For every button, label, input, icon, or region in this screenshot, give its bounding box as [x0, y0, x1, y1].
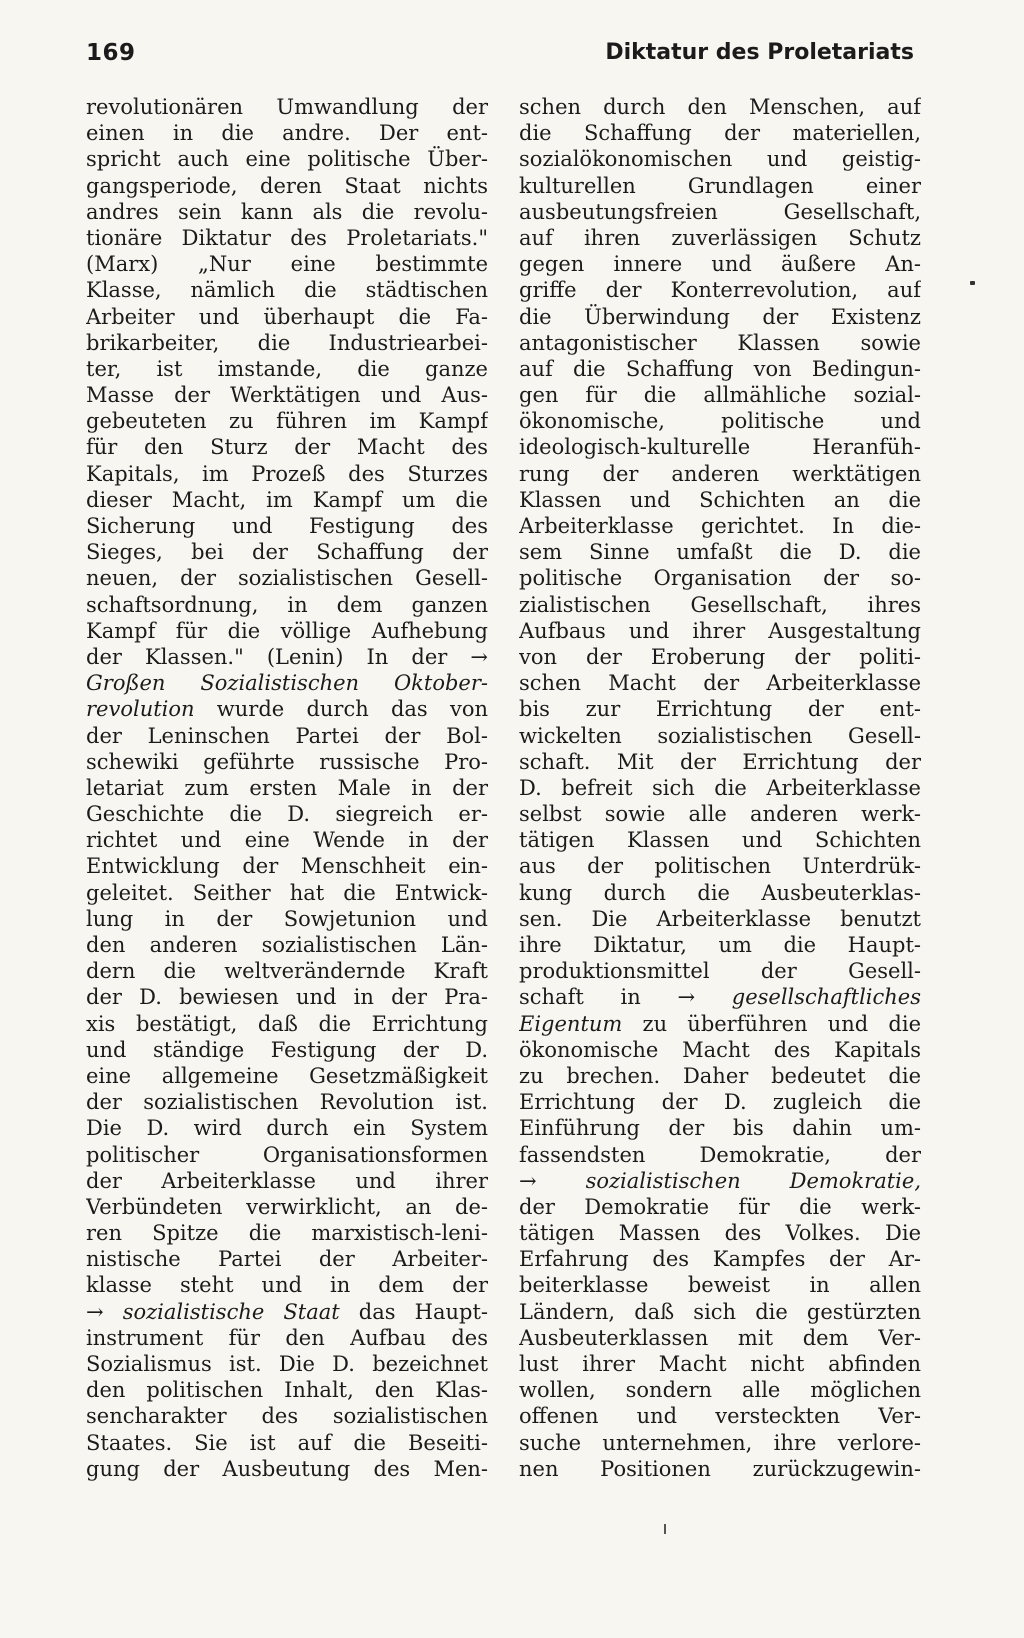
- text-segment: antagonistischer Klassen sowie: [519, 330, 921, 355]
- text-line: [519, 330, 921, 356]
- text-line: [519, 1115, 921, 1141]
- text-line: [519, 696, 921, 722]
- text-segment: Klasse, nämlich die städtischen: [86, 278, 488, 303]
- text-line: [519, 880, 921, 906]
- text-line: [519, 277, 921, 303]
- text-line: [519, 461, 921, 487]
- text-line: [86, 1142, 488, 1168]
- text-line: [86, 775, 488, 801]
- text-line: [519, 1142, 921, 1168]
- text-line: [519, 173, 921, 199]
- text-segment: ausbeutungsfreien Gesellschaft,: [519, 199, 921, 224]
- text-line: [86, 1377, 488, 1403]
- text-line: [86, 356, 488, 382]
- text-segment: xis bestätigt, daß die Errichtung: [86, 1011, 488, 1036]
- cross-reference-term: sozialistischen Demokratie,: [585, 1168, 921, 1193]
- text-segment: Entwicklung der Menschheit ein-: [86, 854, 488, 879]
- text-line: [86, 749, 488, 775]
- text-line: [519, 199, 921, 225]
- text-segment: lung in der Sowjetunion und: [86, 906, 488, 931]
- text-segment: tionäre Diktatur des Proletariats.": [86, 225, 488, 250]
- text-segment: das Haupt-: [339, 1299, 488, 1324]
- text-segment: schaft. Mit der Errichtung der: [519, 749, 921, 774]
- text-line: [519, 513, 921, 539]
- text-line: [86, 1272, 488, 1298]
- text-line: [86, 644, 488, 670]
- text-line: [86, 277, 488, 303]
- text-segment: von der Eroberung der politi-: [519, 644, 921, 669]
- text-segment: auf die Schaffung von Bedingun-: [519, 356, 921, 381]
- text-segment: Erfahrung des Kampfes der Ar-: [519, 1247, 921, 1272]
- text-line: [86, 94, 488, 120]
- text-segment: kulturellen Grundlagen einer: [519, 173, 921, 198]
- text-segment: der Arbeiterklasse und ihrer: [86, 1168, 488, 1193]
- text-segment: zu überführen und die: [622, 1011, 921, 1036]
- text-segment: Sozialismus ist. Die D. bezeichnet: [86, 1352, 488, 1376]
- text-segment: →: [519, 1168, 586, 1193]
- text-segment: der Klassen." (Lenin) In der →: [86, 644, 488, 669]
- text-line: [86, 461, 488, 487]
- text-segment: Ländern, daß sich die gestürzten: [519, 1299, 921, 1324]
- text-line: [86, 1194, 488, 1220]
- text-segment: dern die weltverändernde Kraft: [86, 959, 488, 984]
- text-segment: gangsperiode, deren Staat nichts: [86, 173, 488, 198]
- text-line: [86, 434, 488, 460]
- text-line: [86, 539, 488, 565]
- text-segment: neuen, der sozialistischen Gesell-: [86, 566, 488, 591]
- text-segment: geleitet. Seither hat die Entwick-: [86, 880, 488, 905]
- text-segment: zialistischen Gesellschaft, ihres: [519, 592, 921, 617]
- text-line: [519, 225, 921, 251]
- text-line: [519, 592, 921, 618]
- text-line: [86, 146, 488, 172]
- text-line: [519, 1299, 921, 1325]
- text-line: [86, 1403, 488, 1429]
- text-segment: tätigen Klassen und Schichten: [519, 828, 921, 853]
- text-line: [519, 94, 921, 120]
- text-segment: sozialökonomischen und geistig-: [519, 147, 921, 172]
- text-segment: eine allgemeine Gesetzmäßigkeit: [86, 1063, 488, 1088]
- running-head: Diktatur des Proletariats: [605, 40, 914, 65]
- text-segment: ter, ist imstande, die ganze: [86, 356, 488, 381]
- text-segment: schen Macht der Arbeiterklasse: [519, 671, 921, 696]
- text-segment: richtet und eine Wende in der: [86, 828, 488, 853]
- text-segment: schaftsordnung, in dem ganzen: [86, 592, 488, 617]
- text-line: [86, 1325, 488, 1351]
- text-line: [519, 932, 921, 958]
- text-line: [519, 1246, 921, 1272]
- text-line: [86, 801, 488, 827]
- text-line: [86, 225, 488, 251]
- cross-reference-term: revolution: [86, 697, 195, 722]
- text-segment: die Schaffung der materiellen,: [519, 121, 921, 146]
- text-line: [519, 408, 921, 434]
- text-line: [86, 565, 488, 591]
- text-segment: Sieges, bei der Schaffung der: [86, 540, 488, 565]
- text-line: [86, 408, 488, 434]
- text-segment: gebeuteten zu führen im Kampf: [86, 409, 488, 434]
- text-segment: selbst sowie alle anderen werk-: [519, 802, 921, 827]
- text-segment: Masse der Werktätigen und Aus-: [86, 383, 488, 408]
- text-line: [519, 1456, 921, 1482]
- text-line: [519, 382, 921, 408]
- text-line: [86, 1089, 488, 1115]
- text-segment: Verbündeten verwirklicht, an de-: [86, 1194, 488, 1219]
- text-line: [86, 199, 488, 225]
- text-line: [519, 434, 921, 460]
- text-segment: sen. Die Arbeiterklasse benutzt: [519, 906, 921, 931]
- text-line: [86, 696, 488, 722]
- text-line: [519, 670, 921, 696]
- text-line: [519, 984, 921, 1010]
- text-line: [86, 1220, 488, 1246]
- text-line: [519, 356, 921, 382]
- text-segment: zu brechen. Daher bedeutet die: [519, 1063, 921, 1088]
- text-segment: suche unternehmen, ihre verlore-: [519, 1430, 921, 1455]
- text-line: [86, 723, 488, 749]
- text-line: [86, 173, 488, 199]
- text-line: [86, 513, 488, 539]
- text-line: [86, 1037, 488, 1063]
- text-segment: andres sein kann als die revolu-: [86, 199, 488, 224]
- text-line: [86, 827, 488, 853]
- text-line: [519, 1351, 921, 1377]
- text-segment: (Marx) „Nur eine bestimmte: [86, 252, 488, 277]
- cross-reference-term: Großen Sozialistischen Oktober-: [86, 671, 488, 696]
- text-segment: ihre Diktatur, um die Haupt-: [519, 933, 921, 957]
- text-line: [519, 1220, 921, 1246]
- text-segment: spricht auch eine politische Über-: [86, 147, 488, 172]
- text-segment: lust ihrer Macht nicht abfinden: [519, 1352, 921, 1376]
- text-line: [519, 1377, 921, 1403]
- text-segment: für den Sturz der Macht des: [86, 435, 488, 460]
- text-segment: nistische Partei der Arbeiter-: [86, 1247, 488, 1272]
- text-line: [86, 670, 488, 696]
- cross-reference-term: Eigentum: [519, 1011, 623, 1036]
- text-segment: bis zur Errichtung der ent-: [519, 697, 921, 722]
- right-column: [519, 94, 921, 1482]
- text-line: [86, 618, 488, 644]
- text-line: [86, 592, 488, 618]
- text-segment: wickelten sozialistischen Gesell-: [519, 723, 921, 748]
- text-segment: Arbeiterklasse gerichtet. In die-: [519, 514, 921, 538]
- text-segment: offenen und versteckten Ver-: [519, 1404, 921, 1429]
- margin-speck: [970, 281, 975, 285]
- text-segment: Kapitals, im Prozeß des Sturzes: [86, 461, 488, 486]
- text-segment: Kampf für die völlige Aufhebung: [86, 618, 488, 643]
- text-line: [86, 880, 488, 906]
- text-line: [519, 251, 921, 277]
- text-segment: wollen, sondern alle möglichen: [519, 1378, 921, 1403]
- text-segment: instrument für den Aufbau des: [86, 1325, 488, 1350]
- text-segment: den politischen Inhalt, den Klas-: [86, 1378, 488, 1403]
- text-line: [86, 853, 488, 879]
- text-segment: gen für die allmähliche sozial-: [519, 383, 921, 408]
- text-line: [519, 749, 921, 775]
- text-line: [519, 801, 921, 827]
- text-segment: dieser Macht, im Kampf um die: [86, 487, 488, 512]
- text-line: [86, 330, 488, 356]
- text-segment: der Demokratie für die werk-: [519, 1194, 921, 1219]
- text-segment: schewiki geführte russische Pro-: [86, 749, 488, 774]
- text-line: [519, 1272, 921, 1298]
- text-line: [86, 1168, 488, 1194]
- text-line: [86, 382, 488, 408]
- text-line: [86, 120, 488, 146]
- text-line: [519, 1325, 921, 1351]
- text-segment: Sicherung und Festigung des: [86, 514, 488, 538]
- text-line: [86, 984, 488, 1010]
- text-line: [86, 1246, 488, 1272]
- text-segment: auf ihren zuverlässigen Schutz: [519, 225, 921, 250]
- text-segment: Geschichte die D. siegreich er-: [86, 802, 488, 827]
- text-line: [519, 853, 921, 879]
- text-line: [519, 1403, 921, 1429]
- text-line: [86, 1456, 488, 1482]
- text-segment: einen in die andre. Der ent-: [86, 121, 488, 146]
- bottom-speck: [664, 1524, 666, 1534]
- text-line: [519, 120, 921, 146]
- text-segment: ökonomische, politische und: [519, 409, 921, 434]
- text-segment: und ständige Festigung der D.: [86, 1037, 488, 1062]
- text-segment: Ausbeuterklassen mit dem Ver-: [519, 1325, 921, 1350]
- text-line: [519, 723, 921, 749]
- text-line: [86, 932, 488, 958]
- text-segment: revolutionären Umwandlung der: [86, 95, 488, 119]
- text-line: [519, 958, 921, 984]
- text-segment: tätigen Massen des Volkes. Die: [519, 1221, 921, 1246]
- text-line: [86, 304, 488, 330]
- text-line: [519, 487, 921, 513]
- text-segment: →: [86, 1299, 123, 1324]
- text-segment: politischer Organisationsformen: [86, 1142, 488, 1167]
- text-line: [86, 1063, 488, 1089]
- text-segment: Errichtung der D. zugleich die: [519, 1090, 921, 1115]
- text-line: [519, 304, 921, 330]
- text-segment: ökonomische Macht des Kapitals: [519, 1037, 921, 1062]
- text-segment: Aufbaus und ihrer Ausgestaltung: [519, 618, 921, 643]
- text-line: [519, 1168, 921, 1194]
- left-column: [86, 94, 488, 1482]
- text-segment: schaft in →: [519, 985, 732, 1010]
- text-segment: kung durch die Ausbeuterklas-: [519, 880, 921, 905]
- text-segment: fassendsten Demokratie, der: [519, 1142, 921, 1167]
- text-line: [519, 1011, 921, 1037]
- text-segment: der sozialistischen Revolution ist.: [86, 1090, 488, 1115]
- text-segment: aus der politischen Unterdrük-: [519, 854, 921, 879]
- text-segment: der Leninschen Partei der Bol-: [86, 723, 488, 748]
- text-line: [86, 1115, 488, 1141]
- text-segment: der D. bewiesen und in der Pra-: [86, 985, 488, 1010]
- text-line: [519, 618, 921, 644]
- text-segment: den anderen sozialistischen Län-: [86, 933, 488, 957]
- text-segment: Arbeiter und überhaupt die Fa-: [86, 304, 488, 329]
- text-line: [519, 1089, 921, 1115]
- text-line: [86, 251, 488, 277]
- text-line: [519, 146, 921, 172]
- text-segment: sem Sinne umfaßt die D. die: [519, 540, 921, 565]
- text-segment: Klassen und Schichten an die: [519, 487, 921, 512]
- text-segment: gung der Ausbeutung des Men-: [86, 1456, 488, 1481]
- text-segment: politische Organisation der so-: [519, 566, 921, 591]
- text-segment: Die D. wird durch ein System: [86, 1116, 488, 1141]
- text-segment: D. befreit sich die Arbeiterklasse: [519, 775, 921, 800]
- text-segment: klasse steht und in dem der: [86, 1273, 488, 1298]
- text-line: [86, 1299, 488, 1325]
- page-number: 169: [86, 40, 136, 66]
- text-segment: Einführung der bis dahin um-: [519, 1116, 921, 1141]
- text-segment: rung der anderen werktätigen: [519, 461, 921, 486]
- text-line: [519, 539, 921, 565]
- text-segment: gegen innere und äußere An-: [519, 252, 921, 277]
- text-segment: griffe der Konterrevolution, auf: [519, 278, 921, 303]
- text-segment: sencharakter des sozialistischen: [86, 1404, 488, 1429]
- text-segment: Staates. Sie ist auf die Beseiti-: [86, 1430, 488, 1455]
- text-line: [519, 1430, 921, 1456]
- text-line: [519, 775, 921, 801]
- text-segment: ren Spitze die marxistisch-leni-: [86, 1221, 488, 1246]
- text-line: [519, 565, 921, 591]
- text-segment: schen durch den Menschen, auf: [519, 95, 921, 119]
- text-line: [86, 487, 488, 513]
- text-line: [519, 1037, 921, 1063]
- text-line: [86, 1351, 488, 1377]
- cross-reference-term: sozialistische Staat: [122, 1299, 340, 1324]
- text-line: [519, 1063, 921, 1089]
- text-line: [86, 1011, 488, 1037]
- text-line: [86, 1430, 488, 1456]
- text-line: [519, 906, 921, 932]
- text-segment: wurde durch das von: [194, 697, 488, 722]
- text-segment: letariat zum ersten Male in der: [86, 775, 488, 800]
- text-segment: die Überwindung der Existenz: [519, 304, 921, 329]
- text-line: [519, 1194, 921, 1220]
- text-line: [86, 906, 488, 932]
- text-segment: beiterklasse beweist in allen: [519, 1273, 921, 1298]
- text-line: [519, 827, 921, 853]
- text-line: [519, 644, 921, 670]
- text-segment: nen Positionen zurückzugewin-: [519, 1456, 921, 1481]
- text-segment: ideologisch-kulturelle Heranfüh-: [519, 435, 921, 460]
- text-segment: brikarbeiter, die Industriearbei-: [86, 330, 488, 355]
- text-line: [86, 958, 488, 984]
- cross-reference-term: gesellschaftliches: [731, 985, 921, 1010]
- text-segment: produktionsmittel der Gesell-: [519, 959, 921, 984]
